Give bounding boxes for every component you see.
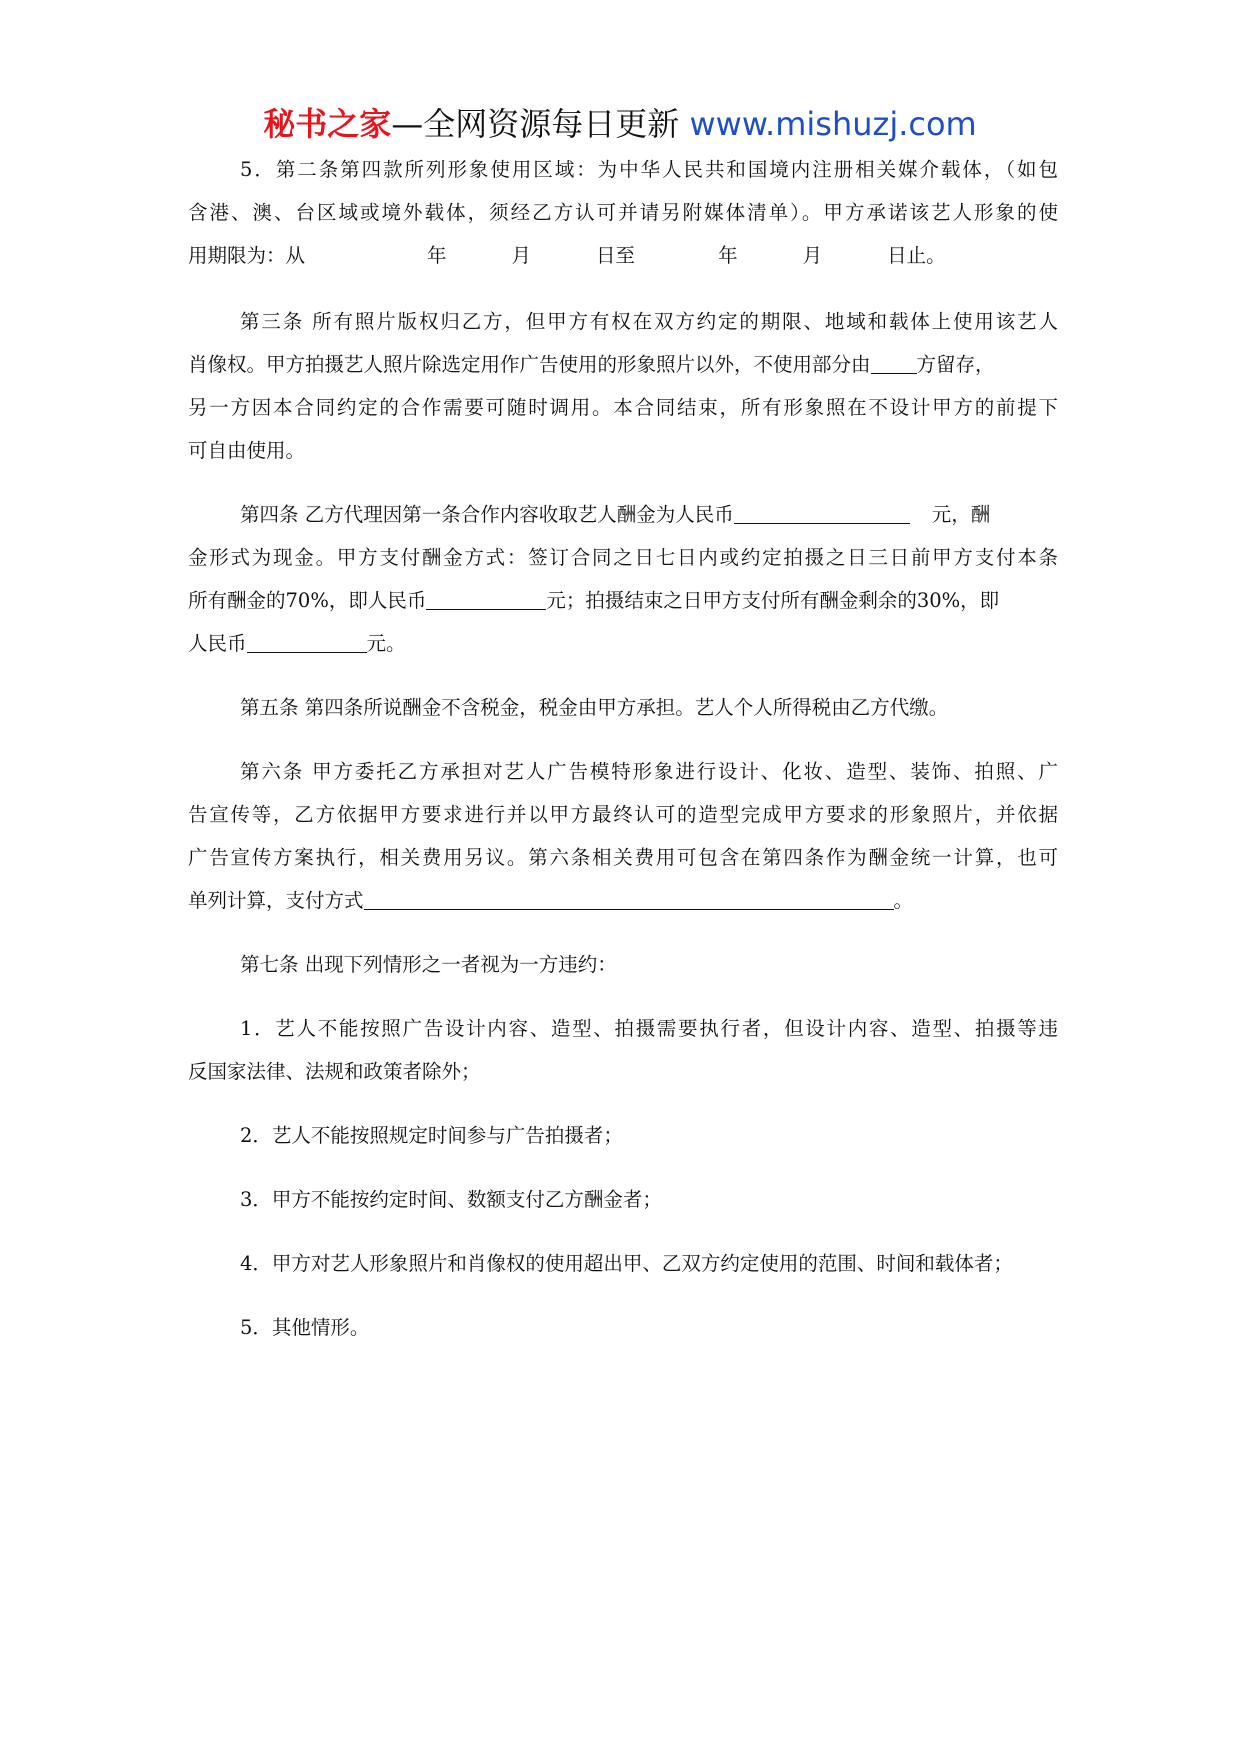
article-6-line [188, 885, 1058, 917]
article-3-text: 肖像权。甲方拍摄艺人照片除选定用作广告使用的形象照片以外，不使用部分由 [188, 353, 871, 376]
end-year-label: 年 [718, 244, 738, 267]
article-6-line: 第六条 甲方委托乙方承担对艺人广告模特形象进行设计、化妆、造型、装饰、拍照、广 [240, 760, 1058, 783]
article-4-text: 所有酬金的70%，即人民币 [188, 589, 427, 612]
paragraph-line: 5．第二条第四款所列形象使用区域：为中华人民共和国境内注册相关媒介载体，（如包 [240, 158, 1058, 181]
breach-item-1: 1．艺人不能按照广告设计内容、造型、拍摄需要执行者，但设计内容、造型、拍摄等违 [240, 1017, 1058, 1040]
article-4-line [188, 628, 1058, 660]
article-4-line: 金形式为现金。甲方支付酬金方式：签订合同之日七日内或约定拍摄之日三日前甲方支付本条 [188, 546, 1058, 569]
usage-period-line [188, 240, 1058, 272]
first-payment-blank[interactable] [426, 587, 546, 610]
article-3-line: 另一方因本合同约定的合作需要可随时调用。本合同结束，所有形象照在不设计甲方的前提下 [188, 396, 1058, 419]
end-day-label: 日止。 [887, 244, 946, 267]
article-3-line: 第三条 所有照片版权归乙方，但甲方有权在双方约定的期限、地域和载体上使用该艺人 [240, 310, 1058, 333]
banner-url[interactable]: www.mishuzj.com [689, 105, 977, 143]
site-banner [0, 100, 1240, 148]
article-7-heading: 第七条 出现下列情形之一者视为一方违约： [240, 953, 617, 976]
paragraph-line: 含港、澳、台区域或境外载体，须经乙方认可并请另附媒体清单）。甲方承诺该艺人形象的使 [188, 201, 1058, 224]
article-3-line [188, 349, 1058, 381]
banner-brand: 秘书之家 [263, 105, 392, 143]
article-4-text: 元，酬 [931, 503, 991, 526]
article-6-text: 单列计算，支付方式 [188, 889, 364, 912]
breach-item-5: 5．其他情形。 [240, 1316, 370, 1339]
article-6-line: 广告宣传方案执行，相关费用另议。第六条相关费用可包含在第四条作为酬金统一计算，也可 [188, 846, 1058, 869]
start-day-label: 日至 [596, 244, 636, 267]
usage-period-label: 用期限为：从 [188, 244, 306, 267]
total-fee-blank[interactable] [734, 501, 910, 524]
article-4-text: 人民币 [188, 632, 247, 655]
article-3-line: 可自由使用。 [188, 439, 306, 462]
breach-item-3: 3．甲方不能按约定时间、数额支付乙方酬金者； [240, 1188, 662, 1211]
article-6-text: 。 [893, 889, 914, 912]
article-5-line: 第五条 第四条所说酬金不含税金，税金由甲方承担。艺人个人所得税由乙方代缴。 [240, 696, 949, 719]
article-4-text: 元；拍摄结束之日甲方支付所有酬金剩余的30%，即 [546, 589, 1000, 612]
article-4-text: 元。 [366, 632, 406, 655]
article-6-line: 告宣传等，乙方依据甲方要求进行并以甲方最终认可的造型完成甲方要求的形象照片，并依据 [188, 803, 1058, 826]
start-year-label: 年 [427, 244, 447, 267]
breach-item-4: 4．甲方对艺人形象照片和肖像权的使用超出甲、乙双方约定使用的范围、时间和载体者； [240, 1252, 1013, 1275]
breach-item-1: 反国家法律、法规和政策者除外； [188, 1060, 481, 1083]
start-month-label: 月 [511, 244, 532, 267]
article-4-line [188, 585, 1058, 617]
article-4-line [188, 499, 1058, 531]
payment-method-blank[interactable] [364, 887, 894, 910]
end-month-label: 月 [802, 244, 823, 267]
final-payment-blank[interactable] [247, 630, 367, 653]
banner-slogan: —全网资源每日更新 [391, 105, 680, 143]
breach-item-2: 2．艺人不能按照规定时间参与广告拍摄者； [240, 1124, 623, 1147]
article-4-text: 第四条 乙方代理因第一条合作内容收取艺人酬金为人民币 [240, 503, 734, 526]
article-3-text: 方留存， [916, 353, 995, 376]
party-blank[interactable] [871, 351, 917, 374]
